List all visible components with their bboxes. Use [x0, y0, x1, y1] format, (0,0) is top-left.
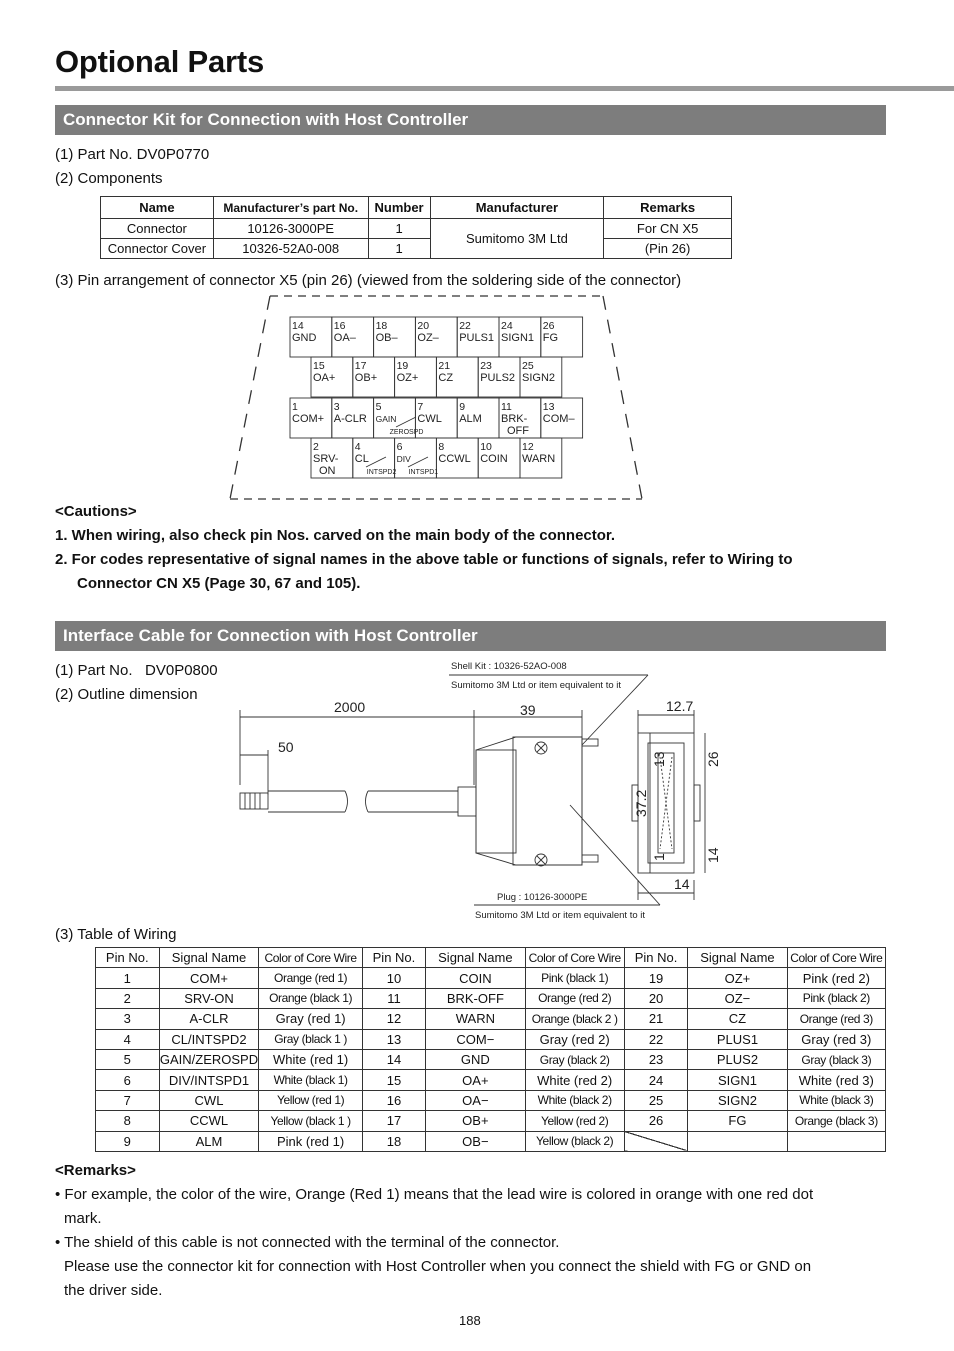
wiring-cell: White (red 1) [259, 1049, 362, 1069]
pin-number: 4 [354, 441, 361, 453]
dim-37-2: 37.2 [633, 789, 649, 817]
pin-number: 1 [292, 401, 298, 413]
dim-39: 39 [520, 702, 536, 718]
remark-2: • The shield of this cable is not connected with the terminal of the connector. [55, 1234, 560, 1251]
wiring-cell: 26 [624, 1111, 688, 1131]
pin-signal-intspd2: INTSPD2 [366, 469, 397, 476]
wiring-header: Pin No. [362, 948, 426, 968]
wiring-cell: OB− [426, 1131, 525, 1151]
header-name: Name [101, 197, 214, 219]
wiring-header: Color of Core Wire [787, 948, 885, 968]
wiring-cell: PLUS1 [688, 1029, 787, 1049]
wiring-cell: CL/INTSPD2 [159, 1029, 259, 1049]
caution-item-1: 1. When wiring, also check pin Nos. carved on the main body of the connector. [55, 527, 616, 544]
table-row [96, 1090, 886, 1110]
page-number: 188 [459, 1313, 481, 1328]
component-part-no: 10326-52A0-008 [213, 239, 368, 259]
pin-signal: CZ [438, 372, 454, 384]
pin-signal: CL [354, 453, 369, 465]
pin-number: 23 [480, 360, 492, 372]
wiring-cell: 11 [362, 988, 426, 1008]
wiring-cell: Orange (black 1) [259, 988, 362, 1008]
wiring-cell: 24 [624, 1070, 688, 1090]
pin-signal: OB+ [354, 372, 378, 384]
component-number: 1 [368, 239, 430, 259]
wiring-cell: Yellow (red 1) [259, 1090, 362, 1110]
wiring-cell: 21 [624, 1009, 688, 1029]
header-number: Number [368, 197, 430, 219]
remark-2-cont-2: the driver side. [64, 1282, 163, 1299]
wiring-cell: 25 [624, 1090, 688, 1110]
wiring-cell: White (black 1) [259, 1070, 362, 1090]
component-name: Connector [101, 219, 214, 239]
wiring-cell: Gray (red 3) [787, 1029, 885, 1049]
pin-number: 10 [480, 441, 492, 453]
wiring-cell [787, 1131, 885, 1151]
section-heading-interface-cable: Interface Cable for Connection with Host Controller [55, 621, 886, 651]
wiring-cell: BRK-OFF [426, 988, 525, 1008]
wiring-cell: Gray (red 2) [525, 1029, 624, 1049]
caution-item-2-cont: Connector CN X5 (Page 30, 67 and 105). [77, 575, 361, 592]
wiring-cell: 1 [96, 968, 160, 988]
dim-14-vertical: 14 [705, 847, 721, 863]
component-remarks-1: For CN X5 [604, 219, 732, 239]
wiring-cell: 10 [362, 968, 426, 988]
pin-signal: OA+ [313, 372, 336, 384]
wiring-cell: 13 [362, 1029, 426, 1049]
wiring-cell: 7 [96, 1090, 160, 1110]
table-row [96, 988, 886, 1008]
wiring-cell: FG [688, 1111, 787, 1131]
wiring-cell: DIV/INTSPD1 [159, 1070, 259, 1090]
pin-number: 7 [417, 401, 424, 413]
remark-1: • For example, the color of the wire, Orange (Red 1) means that the lead wire is colored in orange with one red dot [55, 1186, 814, 1203]
pin-signal: COM– [542, 413, 575, 425]
wiring-header: Signal Name [688, 948, 787, 968]
outline-dimension-drawing [230, 655, 730, 925]
wiring-cell: 15 [362, 1070, 426, 1090]
dim-1: 1 [651, 853, 667, 861]
pin-number: 26 [542, 320, 555, 332]
wiring-cell: OA− [426, 1090, 525, 1110]
table-row [96, 1009, 886, 1029]
component-manufacturer: Sumitomo 3M Ltd [430, 219, 604, 259]
pin-number: 13 [542, 401, 555, 413]
pin-signal: CWL [417, 413, 442, 425]
pin-signal: BRK- [501, 413, 528, 425]
wiring-cell: 2 [96, 988, 160, 1008]
pin-signal: DIV [396, 454, 411, 464]
dim-26: 26 [705, 751, 721, 767]
dim-14-horizontal: 14 [674, 876, 690, 892]
wiring-header: Signal Name [159, 948, 259, 968]
wiring-cell: SRV-ON [159, 988, 259, 1008]
dim-50: 50 [278, 739, 294, 755]
wiring-cell: White (black 3) [787, 1090, 885, 1110]
wiring-cell: White (black 2) [525, 1090, 624, 1110]
wiring-cell: COM+ [159, 968, 259, 988]
wiring-cell: CZ [688, 1009, 787, 1029]
plug-label: Plug : 10126-3000PE [497, 892, 588, 903]
wiring-cell: CWL [159, 1090, 259, 1110]
table-row [96, 1111, 886, 1131]
header-manufacturer: Manufacturer [430, 197, 604, 219]
pin-number: 24 [501, 320, 513, 332]
header-part-no: Manufacturer’s part No. [213, 197, 368, 219]
outline-label: (2) Outline dimension [55, 686, 198, 703]
plug-maker-label: Sumitomo 3M Ltd or item equivalent to it [475, 910, 646, 921]
remark-1-cont: mark. [64, 1210, 102, 1227]
wiring-table [95, 947, 886, 1152]
wiring-cell: 14 [362, 1049, 426, 1069]
wiring-cell: PLUS2 [688, 1049, 787, 1069]
wiring-cell: 12 [362, 1009, 426, 1029]
table-row [96, 1131, 886, 1151]
wiring-cell: OZ− [688, 988, 787, 1008]
pin-signal: SRV- [313, 453, 339, 465]
components-table [100, 196, 732, 259]
pin-grid [290, 317, 583, 478]
pin-number: 3 [333, 401, 340, 413]
remark-2-cont: Please use the connector kit for connection with Host Controller when you connect the shield with FG or GND on [64, 1258, 812, 1275]
wiring-cell: Orange (black 2 ) [525, 1009, 624, 1029]
wiring-cell: Pink (black 1) [525, 968, 624, 988]
wiring-cell: 8 [96, 1111, 160, 1131]
wiring-cell: ALM [159, 1131, 259, 1151]
wiring-cell: 9 [96, 1131, 160, 1151]
pin-signal: PULS2 [480, 372, 516, 384]
wiring-cell: White (red 2) [525, 1070, 624, 1090]
pin-number: 20 [417, 320, 430, 332]
pin-number: 25 [522, 360, 534, 372]
pin-signal: ALM [459, 413, 482, 425]
wiring-cell: Gray (red 1) [259, 1009, 362, 1029]
pin-signal-zerospd: ZEROSPD [389, 429, 424, 436]
wiring-cell [624, 1131, 688, 1151]
pin-signal-intspd1: INTSPD1 [408, 469, 439, 476]
wiring-cell: Orange (red 2) [525, 988, 624, 1008]
caution-item-2: 2. For codes representative of signal names in the above table or functions of signals, refer to Wiring to [55, 551, 793, 568]
part-number-kit: (1) Part No. DV0P0770 [55, 146, 210, 163]
pin-number: 19 [396, 360, 409, 372]
pin-number: 18 [375, 320, 388, 332]
wiring-cell: 20 [624, 988, 688, 1008]
component-name: Connector Cover [101, 239, 214, 259]
pin-signal: OA– [333, 332, 356, 344]
wiring-table-label: (3) Table of Wiring [55, 926, 177, 943]
wiring-cell: A-CLR [159, 1009, 259, 1029]
pin-number: 8 [438, 441, 445, 453]
wiring-header: Pin No. [624, 948, 688, 968]
pin-number: 16 [333, 320, 346, 332]
pin-signal: GND [292, 332, 317, 344]
wiring-cell: Pink (black 2) [787, 988, 885, 1008]
wiring-cell: SIGN1 [688, 1070, 787, 1090]
pin-signal: WARN [522, 453, 556, 465]
wiring-cell: 23 [624, 1049, 688, 1069]
wiring-header: Color of Core Wire [525, 948, 624, 968]
wiring-cell: 22 [624, 1029, 688, 1049]
wiring-cell: Gray (black 1 ) [259, 1029, 362, 1049]
wiring-cell: 4 [96, 1029, 160, 1049]
pin-number: 17 [354, 360, 367, 372]
header-remarks: Remarks [604, 197, 732, 219]
shell-maker-label: Sumitomo 3M Ltd or item equivalent to it [451, 680, 622, 691]
pin-signal: FG [542, 332, 559, 344]
pin-signal: PULS1 [459, 332, 495, 344]
pin-signal: CCWL [438, 453, 471, 465]
remarks-heading: <Remarks> [55, 1162, 136, 1179]
wiring-cell: Orange (red 1) [259, 968, 362, 988]
wiring-header: Color of Core Wire [259, 948, 362, 968]
dim-2000: 2000 [334, 699, 366, 715]
wiring-cell: GND [426, 1049, 525, 1069]
wiring-cell: Yellow (black 1 ) [259, 1111, 362, 1131]
wiring-cell: OA+ [426, 1070, 525, 1090]
pin-signal: SIGN2 [522, 372, 556, 384]
wiring-cell: Gray (black 3) [787, 1049, 885, 1069]
dim-12-7: 12.7 [666, 698, 694, 714]
wiring-cell: 6 [96, 1070, 160, 1090]
pin-number: 11 [501, 401, 512, 413]
wiring-cell: Orange (black 3) [787, 1111, 885, 1131]
wiring-cell: White (red 3) [787, 1070, 885, 1090]
table-row [96, 1029, 886, 1049]
pin-arrangement-label: (3) Pin arrangement of connector X5 (pin 26) (viewed from the soldering side of the connector) [55, 272, 682, 289]
pin-signal: OZ– [417, 332, 439, 344]
shell-kit-label: Shell Kit : 10326-52AO-008 [451, 661, 567, 672]
page-title: Optional Parts [55, 44, 265, 79]
wiring-cell: 17 [362, 1111, 426, 1131]
pin-number: 12 [522, 441, 534, 453]
wiring-cell: GAIN/ZEROSPD [159, 1049, 259, 1069]
table-row [96, 1049, 886, 1069]
table-row [96, 1070, 886, 1090]
part-number-cable: (1) Part No. DV0P0800 [55, 662, 218, 679]
components-label: (2) Components [55, 170, 163, 187]
pin-number: 2 [313, 441, 319, 453]
wiring-cell: Pink (red 1) [259, 1131, 362, 1151]
wiring-cell: 18 [362, 1131, 426, 1151]
wiring-cell: 3 [96, 1009, 160, 1029]
pin-signal: COIN [480, 453, 508, 465]
pin-signal: SIGN1 [501, 332, 535, 344]
table-row [96, 968, 886, 988]
pin-number: 15 [313, 360, 325, 372]
wiring-cell: 16 [362, 1090, 426, 1110]
pin-number: 22 [459, 320, 471, 332]
title-rule [55, 86, 954, 91]
wiring-cell: 19 [624, 968, 688, 988]
pin-number: 6 [396, 441, 403, 453]
cautions-heading: <Cautions> [55, 503, 137, 520]
section-heading-connector-kit: Connector Kit for Connection with Host Controller [55, 105, 886, 135]
pin-number: 21 [438, 360, 451, 372]
wiring-header: Pin No. [96, 948, 160, 968]
pin-number: 5 [375, 401, 382, 413]
component-remarks-2: (Pin 26) [604, 239, 732, 259]
pin-arrangement-diagram [228, 292, 648, 504]
pin-signal: OZ+ [396, 372, 419, 384]
pin-signal: A-CLR [333, 413, 367, 425]
wiring-cell: SIGN2 [688, 1090, 787, 1110]
pin-signal: GAIN [375, 414, 397, 424]
component-number: 1 [368, 219, 430, 239]
wiring-cell: Yellow (red 2) [525, 1111, 624, 1131]
wiring-cell: OZ+ [688, 968, 787, 988]
wiring-cell: WARN [426, 1009, 525, 1029]
wiring-cell: Yellow (black 2) [525, 1131, 624, 1151]
pin-signal: OB– [375, 332, 398, 344]
wiring-cell: Pink (red 2) [787, 968, 885, 988]
wiring-cell: CCWL [159, 1111, 259, 1131]
component-part-no: 10126-3000PE [213, 219, 368, 239]
wiring-cell: 5 [96, 1049, 160, 1069]
wiring-cell: OB+ [426, 1111, 525, 1131]
wiring-cell: Orange (red 3) [787, 1009, 885, 1029]
wiring-header: Signal Name [426, 948, 525, 968]
pin-number: 14 [292, 320, 304, 332]
pin-signal: COM+ [292, 413, 325, 425]
pin-number: 9 [459, 401, 466, 413]
dim-13: 13 [651, 751, 667, 767]
pin-signal-srv-on: ON [319, 465, 336, 477]
wiring-cell: COIN [426, 968, 525, 988]
pin-signal-brk-off: OFF [507, 425, 529, 437]
wiring-cell [688, 1131, 787, 1151]
wiring-cell: COM− [426, 1029, 525, 1049]
wiring-cell: Gray (black 2) [525, 1049, 624, 1069]
